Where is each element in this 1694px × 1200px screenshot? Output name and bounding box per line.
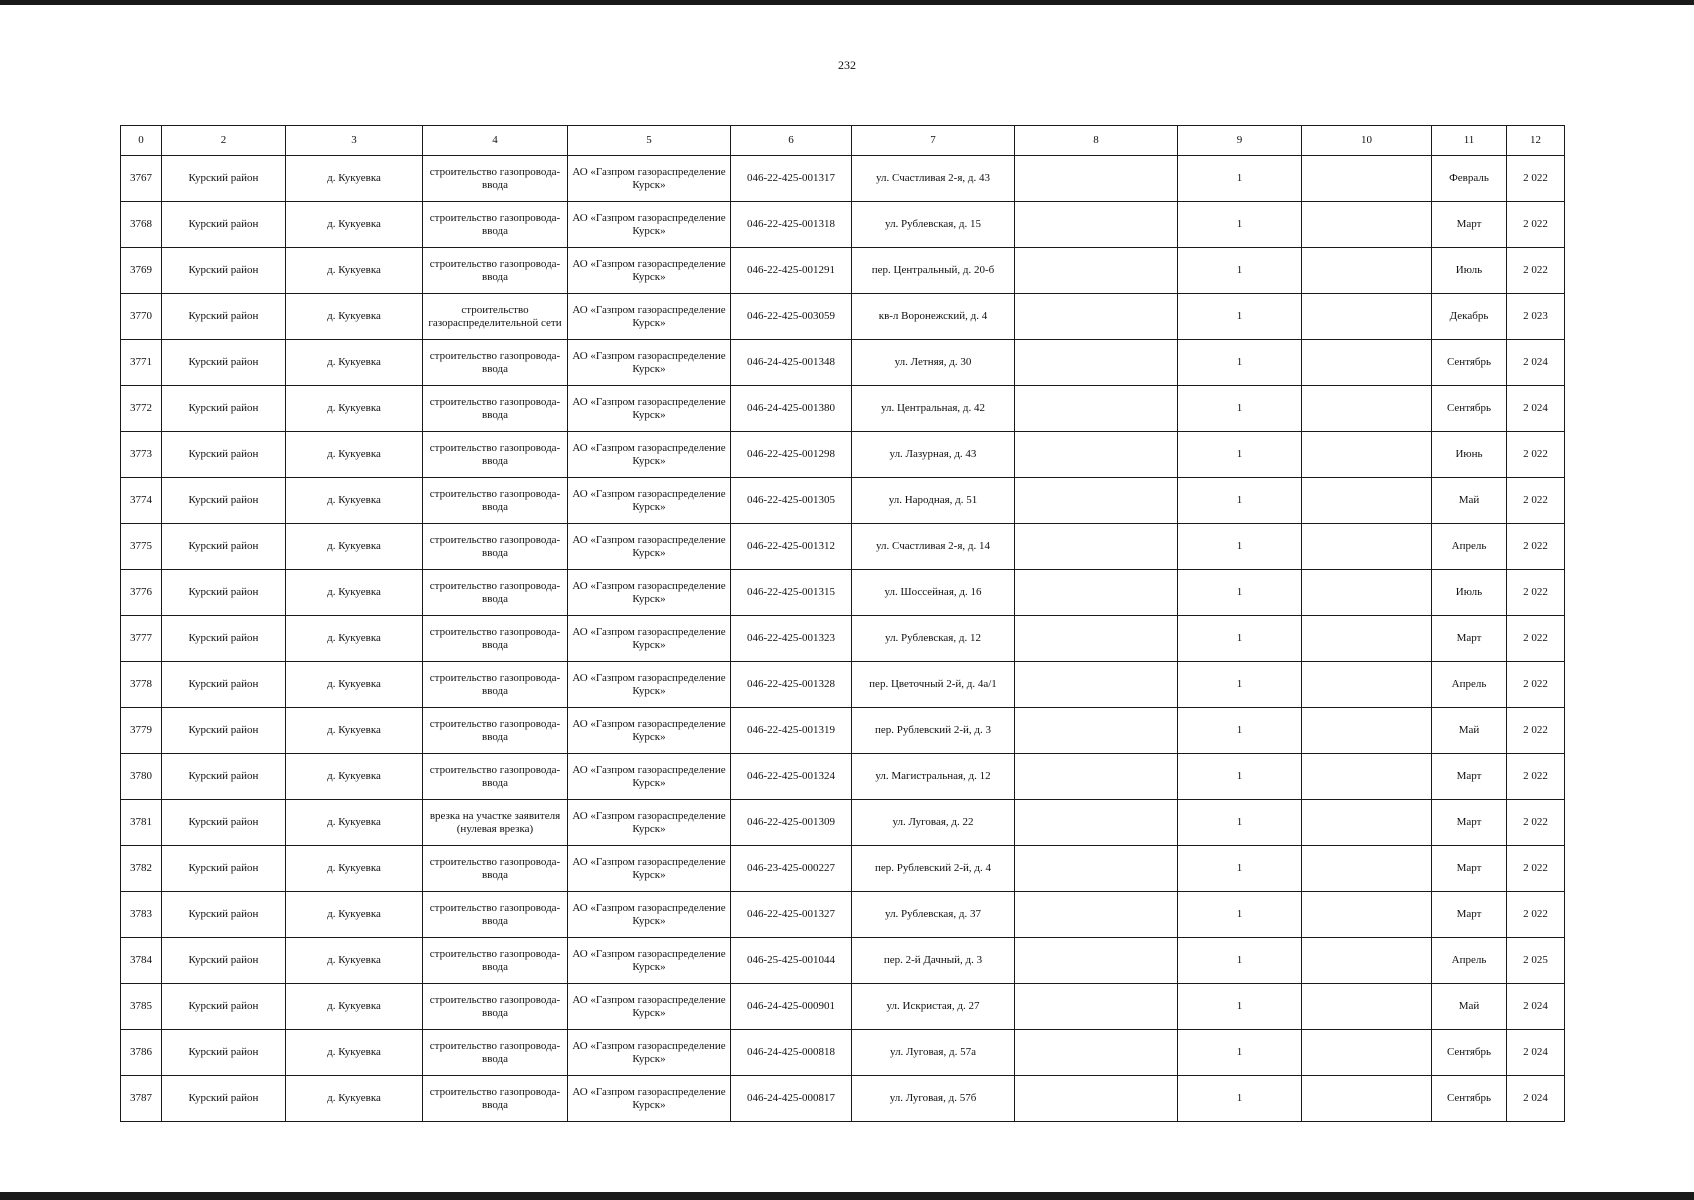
cell-col-10 bbox=[1302, 984, 1432, 1030]
cell-application-number: 046-22-425-001317 bbox=[731, 156, 852, 202]
cell-application-number: 046-22-425-001324 bbox=[731, 754, 852, 800]
cell-application-number: 046-22-425-001315 bbox=[731, 570, 852, 616]
cell-settlement: д. Кукуевка bbox=[286, 616, 423, 662]
cell-district: Курский район bbox=[162, 616, 286, 662]
cell-month: Апрель bbox=[1432, 662, 1507, 708]
cell-quantity: 1 bbox=[1178, 984, 1302, 1030]
cell-address: ул. Луговая, д. 22 bbox=[852, 800, 1015, 846]
cell-year: 2 022 bbox=[1507, 708, 1565, 754]
cell-organization: АО «Газпром газораспределение Курск» bbox=[568, 708, 731, 754]
cell-quantity: 1 bbox=[1178, 1030, 1302, 1076]
table-row bbox=[121, 892, 1565, 938]
cell-row-number: 3768 bbox=[121, 202, 162, 248]
cell-district: Курский район bbox=[162, 432, 286, 478]
cell-work-type: строительство газопровода-ввода bbox=[423, 662, 568, 708]
cell-address: ул. Шоссейная, д. 16 bbox=[852, 570, 1015, 616]
cell-organization: АО «Газпром газораспределение Курск» bbox=[568, 1076, 731, 1122]
cell-district: Курский район bbox=[162, 662, 286, 708]
table-row bbox=[121, 202, 1565, 248]
cell-address: пер. Цветочный 2-й, д. 4а/1 bbox=[852, 662, 1015, 708]
cell-organization: АО «Газпром газораспределение Курск» bbox=[568, 938, 731, 984]
cell-col-8 bbox=[1015, 1076, 1178, 1122]
cell-work-type: строительство газопровода-ввода bbox=[423, 432, 568, 478]
cell-col-10 bbox=[1302, 432, 1432, 478]
cell-col-8 bbox=[1015, 984, 1178, 1030]
cell-district: Курский район bbox=[162, 340, 286, 386]
cell-work-type: врезка на участке заявителя (нулевая врезка) bbox=[423, 800, 568, 846]
cell-application-number: 046-22-425-001323 bbox=[731, 616, 852, 662]
cell-district: Курский район bbox=[162, 524, 286, 570]
cell-col-8 bbox=[1015, 800, 1178, 846]
cell-application-number: 046-22-425-001319 bbox=[731, 708, 852, 754]
cell-district: Курский район bbox=[162, 938, 286, 984]
cell-settlement: д. Кукуевка bbox=[286, 248, 423, 294]
cell-work-type: строительство газопровода-ввода bbox=[423, 1030, 568, 1076]
cell-address: кв-л Воронежский, д. 4 bbox=[852, 294, 1015, 340]
cell-address: ул. Луговая, д. 57а bbox=[852, 1030, 1015, 1076]
cell-address: ул. Луговая, д. 57б bbox=[852, 1076, 1015, 1122]
cell-month: Май bbox=[1432, 478, 1507, 524]
table-body bbox=[121, 156, 1565, 1122]
cell-settlement: д. Кукуевка bbox=[286, 754, 423, 800]
cell-month: Сентябрь bbox=[1432, 1030, 1507, 1076]
cell-year: 2 022 bbox=[1507, 800, 1565, 846]
scan-edge-top bbox=[0, 0, 1694, 5]
cell-settlement: д. Кукуевка bbox=[286, 386, 423, 432]
cell-col-8 bbox=[1015, 938, 1178, 984]
column-header-address: 7 bbox=[852, 126, 1015, 156]
column-header-district: 2 bbox=[162, 126, 286, 156]
cell-application-number: 046-24-425-000901 bbox=[731, 984, 852, 1030]
column-header-col-8: 8 bbox=[1015, 126, 1178, 156]
cell-month: Май bbox=[1432, 708, 1507, 754]
cell-address: ул. Искристая, д. 27 bbox=[852, 984, 1015, 1030]
cell-work-type: строительство газопровода-ввода bbox=[423, 892, 568, 938]
cell-quantity: 1 bbox=[1178, 340, 1302, 386]
cell-settlement: д. Кукуевка bbox=[286, 202, 423, 248]
cell-col-10 bbox=[1302, 524, 1432, 570]
cell-col-10 bbox=[1302, 248, 1432, 294]
cell-work-type: строительство газопровода-ввода bbox=[423, 340, 568, 386]
cell-address: пер. Центральный, д. 20-б bbox=[852, 248, 1015, 294]
cell-quantity: 1 bbox=[1178, 202, 1302, 248]
cell-district: Курский район bbox=[162, 294, 286, 340]
cell-quantity: 1 bbox=[1178, 294, 1302, 340]
cell-month: Сентябрь bbox=[1432, 386, 1507, 432]
cell-district: Курский район bbox=[162, 708, 286, 754]
cell-work-type: строительство газопровода-ввода bbox=[423, 248, 568, 294]
cell-row-number: 3782 bbox=[121, 846, 162, 892]
cell-work-type: строительство газопровода-ввода bbox=[423, 938, 568, 984]
cell-col-8 bbox=[1015, 156, 1178, 202]
cell-year: 2 022 bbox=[1507, 662, 1565, 708]
cell-organization: АО «Газпром газораспределение Курск» bbox=[568, 156, 731, 202]
cell-row-number: 3767 bbox=[121, 156, 162, 202]
cell-organization: АО «Газпром газораспределение Курск» bbox=[568, 248, 731, 294]
cell-quantity: 1 bbox=[1178, 570, 1302, 616]
cell-col-10 bbox=[1302, 156, 1432, 202]
cell-year: 2 024 bbox=[1507, 1030, 1565, 1076]
cell-col-10 bbox=[1302, 800, 1432, 846]
cell-application-number: 046-22-425-001291 bbox=[731, 248, 852, 294]
column-header-quantity: 9 bbox=[1178, 126, 1302, 156]
cell-row-number: 3777 bbox=[121, 616, 162, 662]
cell-quantity: 1 bbox=[1178, 892, 1302, 938]
cell-address: пер. Рублевский 2-й, д. 3 bbox=[852, 708, 1015, 754]
cell-year: 2 022 bbox=[1507, 202, 1565, 248]
cell-year: 2 024 bbox=[1507, 1076, 1565, 1122]
cell-settlement: д. Кукуевка bbox=[286, 432, 423, 478]
cell-quantity: 1 bbox=[1178, 662, 1302, 708]
cell-work-type: строительство газопровода-ввода bbox=[423, 478, 568, 524]
cell-application-number: 046-22-425-001312 bbox=[731, 524, 852, 570]
cell-settlement: д. Кукуевка bbox=[286, 984, 423, 1030]
cell-row-number: 3772 bbox=[121, 386, 162, 432]
table-container bbox=[120, 125, 1564, 1122]
cell-col-8 bbox=[1015, 1030, 1178, 1076]
cell-application-number: 046-25-425-001044 bbox=[731, 938, 852, 984]
cell-quantity: 1 bbox=[1178, 1076, 1302, 1122]
cell-organization: АО «Газпром газораспределение Курск» bbox=[568, 386, 731, 432]
cell-year: 2 022 bbox=[1507, 432, 1565, 478]
cell-col-8 bbox=[1015, 340, 1178, 386]
cell-row-number: 3780 bbox=[121, 754, 162, 800]
cell-application-number: 046-22-425-001305 bbox=[731, 478, 852, 524]
cell-settlement: д. Кукуевка bbox=[286, 1030, 423, 1076]
cell-settlement: д. Кукуевка bbox=[286, 524, 423, 570]
table-row bbox=[121, 1076, 1565, 1122]
cell-row-number: 3769 bbox=[121, 248, 162, 294]
cell-col-8 bbox=[1015, 248, 1178, 294]
cell-application-number: 046-24-425-000818 bbox=[731, 1030, 852, 1076]
cell-row-number: 3786 bbox=[121, 1030, 162, 1076]
cell-col-10 bbox=[1302, 708, 1432, 754]
cell-application-number: 046-24-425-001348 bbox=[731, 340, 852, 386]
cell-work-type: строительство газопровода-ввода bbox=[423, 984, 568, 1030]
table-row bbox=[121, 708, 1565, 754]
table-row bbox=[121, 478, 1565, 524]
cell-organization: АО «Газпром газораспределение Курск» bbox=[568, 478, 731, 524]
cell-district: Курский район bbox=[162, 846, 286, 892]
cell-col-10 bbox=[1302, 846, 1432, 892]
cell-work-type: строительство газораспределительной сети bbox=[423, 294, 568, 340]
cell-settlement: д. Кукуевка bbox=[286, 340, 423, 386]
cell-year: 2 024 bbox=[1507, 386, 1565, 432]
cell-work-type: строительство газопровода-ввода bbox=[423, 754, 568, 800]
table-row bbox=[121, 524, 1565, 570]
cell-col-8 bbox=[1015, 478, 1178, 524]
cell-col-8 bbox=[1015, 202, 1178, 248]
cell-organization: АО «Газпром газораспределение Курск» bbox=[568, 662, 731, 708]
cell-district: Курский район bbox=[162, 1076, 286, 1122]
cell-year: 2 022 bbox=[1507, 754, 1565, 800]
cell-row-number: 3781 bbox=[121, 800, 162, 846]
cell-organization: АО «Газпром газораспределение Курск» bbox=[568, 202, 731, 248]
cell-month: Сентябрь bbox=[1432, 1076, 1507, 1122]
cell-address: ул. Магистральная, д. 12 bbox=[852, 754, 1015, 800]
cell-row-number: 3770 bbox=[121, 294, 162, 340]
cell-col-8 bbox=[1015, 846, 1178, 892]
cell-settlement: д. Кукуевка bbox=[286, 846, 423, 892]
cell-quantity: 1 bbox=[1178, 938, 1302, 984]
cell-col-8 bbox=[1015, 892, 1178, 938]
cell-row-number: 3787 bbox=[121, 1076, 162, 1122]
cell-quantity: 1 bbox=[1178, 386, 1302, 432]
cell-district: Курский район bbox=[162, 1030, 286, 1076]
table-row bbox=[121, 800, 1565, 846]
table-row bbox=[121, 386, 1565, 432]
cell-application-number: 046-22-425-001328 bbox=[731, 662, 852, 708]
cell-year: 2 022 bbox=[1507, 846, 1565, 892]
table-row bbox=[121, 938, 1565, 984]
cell-application-number: 046-22-425-001318 bbox=[731, 202, 852, 248]
cell-address: пер. 2-й Дачный, д. 3 bbox=[852, 938, 1015, 984]
column-header-application-number: 6 bbox=[731, 126, 852, 156]
cell-application-number: 046-22-425-001327 bbox=[731, 892, 852, 938]
cell-quantity: 1 bbox=[1178, 478, 1302, 524]
cell-district: Курский район bbox=[162, 892, 286, 938]
cell-settlement: д. Кукуевка bbox=[286, 156, 423, 202]
cell-month: Март bbox=[1432, 800, 1507, 846]
cell-month: Март bbox=[1432, 616, 1507, 662]
cell-month: Апрель bbox=[1432, 524, 1507, 570]
cell-district: Курский район bbox=[162, 156, 286, 202]
cell-quantity: 1 bbox=[1178, 248, 1302, 294]
cell-application-number: 046-22-425-001309 bbox=[731, 800, 852, 846]
table-row bbox=[121, 294, 1565, 340]
cell-address: ул. Летняя, д. 30 bbox=[852, 340, 1015, 386]
table-row bbox=[121, 984, 1565, 1030]
cell-address: ул. Рублевская, д. 15 bbox=[852, 202, 1015, 248]
cell-district: Курский район bbox=[162, 248, 286, 294]
scan-edge-bottom bbox=[0, 1192, 1694, 1200]
cell-year: 2 024 bbox=[1507, 340, 1565, 386]
cell-settlement: д. Кукуевка bbox=[286, 800, 423, 846]
cell-month: Сентябрь bbox=[1432, 340, 1507, 386]
cell-district: Курский район bbox=[162, 754, 286, 800]
cell-address: ул. Народная, д. 51 bbox=[852, 478, 1015, 524]
data-table bbox=[120, 125, 1565, 1122]
cell-row-number: 3783 bbox=[121, 892, 162, 938]
cell-organization: АО «Газпром газораспределение Курск» bbox=[568, 846, 731, 892]
table-row bbox=[121, 156, 1565, 202]
cell-year: 2 022 bbox=[1507, 616, 1565, 662]
cell-month: Декабрь bbox=[1432, 294, 1507, 340]
cell-work-type: строительство газопровода-ввода bbox=[423, 524, 568, 570]
cell-address: ул. Счастливая 2-я, д. 14 bbox=[852, 524, 1015, 570]
cell-organization: АО «Газпром газораспределение Курск» bbox=[568, 984, 731, 1030]
table-row bbox=[121, 662, 1565, 708]
cell-application-number: 046-24-425-001380 bbox=[731, 386, 852, 432]
cell-col-10 bbox=[1302, 386, 1432, 432]
cell-district: Курский район bbox=[162, 386, 286, 432]
cell-row-number: 3771 bbox=[121, 340, 162, 386]
cell-month: Март bbox=[1432, 754, 1507, 800]
cell-col-10 bbox=[1302, 892, 1432, 938]
cell-month: Апрель bbox=[1432, 938, 1507, 984]
cell-col-10 bbox=[1302, 662, 1432, 708]
cell-col-8 bbox=[1015, 616, 1178, 662]
cell-application-number: 046-23-425-000227 bbox=[731, 846, 852, 892]
cell-district: Курский район bbox=[162, 800, 286, 846]
table-row bbox=[121, 616, 1565, 662]
cell-organization: АО «Газпром газораспределение Курск» bbox=[568, 892, 731, 938]
cell-address: ул. Рублевская, д. 12 bbox=[852, 616, 1015, 662]
cell-row-number: 3773 bbox=[121, 432, 162, 478]
cell-year: 2 022 bbox=[1507, 478, 1565, 524]
cell-col-8 bbox=[1015, 524, 1178, 570]
cell-col-8 bbox=[1015, 294, 1178, 340]
cell-quantity: 1 bbox=[1178, 754, 1302, 800]
cell-district: Курский район bbox=[162, 478, 286, 524]
cell-col-8 bbox=[1015, 386, 1178, 432]
cell-work-type: строительство газопровода-ввода bbox=[423, 386, 568, 432]
table-row bbox=[121, 340, 1565, 386]
cell-col-8 bbox=[1015, 570, 1178, 616]
cell-col-10 bbox=[1302, 754, 1432, 800]
cell-address: ул. Рублевская, д. 37 bbox=[852, 892, 1015, 938]
cell-quantity: 1 bbox=[1178, 708, 1302, 754]
cell-month: Март bbox=[1432, 846, 1507, 892]
cell-col-8 bbox=[1015, 708, 1178, 754]
cell-settlement: д. Кукуевка bbox=[286, 708, 423, 754]
cell-year: 2 025 bbox=[1507, 938, 1565, 984]
cell-month: Июль bbox=[1432, 570, 1507, 616]
table-row bbox=[121, 754, 1565, 800]
cell-col-10 bbox=[1302, 294, 1432, 340]
cell-year: 2 022 bbox=[1507, 156, 1565, 202]
column-header-organization: 5 bbox=[568, 126, 731, 156]
cell-address: ул. Центральная, д. 42 bbox=[852, 386, 1015, 432]
cell-row-number: 3775 bbox=[121, 524, 162, 570]
cell-settlement: д. Кукуевка bbox=[286, 570, 423, 616]
cell-year: 2 023 bbox=[1507, 294, 1565, 340]
column-header-year: 12 bbox=[1507, 126, 1565, 156]
cell-col-10 bbox=[1302, 1076, 1432, 1122]
table-row bbox=[121, 846, 1565, 892]
cell-month: Февраль bbox=[1432, 156, 1507, 202]
cell-col-10 bbox=[1302, 938, 1432, 984]
cell-col-8 bbox=[1015, 432, 1178, 478]
cell-month: Март bbox=[1432, 892, 1507, 938]
cell-col-10 bbox=[1302, 340, 1432, 386]
cell-col-10 bbox=[1302, 616, 1432, 662]
cell-quantity: 1 bbox=[1178, 616, 1302, 662]
cell-work-type: строительство газопровода-ввода bbox=[423, 1076, 568, 1122]
cell-organization: АО «Газпром газораспределение Курск» bbox=[568, 340, 731, 386]
cell-organization: АО «Газпром газораспределение Курск» bbox=[568, 1030, 731, 1076]
cell-work-type: строительство газопровода-ввода bbox=[423, 202, 568, 248]
cell-district: Курский район bbox=[162, 202, 286, 248]
cell-year: 2 022 bbox=[1507, 892, 1565, 938]
cell-col-10 bbox=[1302, 202, 1432, 248]
column-header-work-type: 4 bbox=[423, 126, 568, 156]
cell-quantity: 1 bbox=[1178, 846, 1302, 892]
cell-organization: АО «Газпром газораспределение Курск» bbox=[568, 294, 731, 340]
cell-address: ул. Лазурная, д. 43 bbox=[852, 432, 1015, 478]
column-header-col-10: 10 bbox=[1302, 126, 1432, 156]
cell-settlement: д. Кукуевка bbox=[286, 294, 423, 340]
page-number: 232 bbox=[838, 58, 856, 72]
cell-application-number: 046-22-425-003059 bbox=[731, 294, 852, 340]
cell-row-number: 3774 bbox=[121, 478, 162, 524]
cell-year: 2 022 bbox=[1507, 524, 1565, 570]
cell-row-number: 3778 bbox=[121, 662, 162, 708]
cell-organization: АО «Газпром газораспределение Курск» bbox=[568, 754, 731, 800]
cell-work-type: строительство газопровода-ввода bbox=[423, 846, 568, 892]
cell-col-10 bbox=[1302, 1030, 1432, 1076]
cell-settlement: д. Кукуевка bbox=[286, 892, 423, 938]
table-row bbox=[121, 570, 1565, 616]
cell-col-10 bbox=[1302, 478, 1432, 524]
cell-work-type: строительство газопровода-ввода bbox=[423, 616, 568, 662]
cell-year: 2 022 bbox=[1507, 248, 1565, 294]
cell-year: 2 024 bbox=[1507, 984, 1565, 1030]
column-header-settlement: 3 bbox=[286, 126, 423, 156]
cell-organization: АО «Газпром газораспределение Курск» bbox=[568, 616, 731, 662]
column-header-row-number: 0 bbox=[121, 126, 162, 156]
cell-organization: АО «Газпром газораспределение Курск» bbox=[568, 432, 731, 478]
cell-row-number: 3779 bbox=[121, 708, 162, 754]
cell-row-number: 3784 bbox=[121, 938, 162, 984]
cell-month: Март bbox=[1432, 202, 1507, 248]
cell-quantity: 1 bbox=[1178, 524, 1302, 570]
cell-quantity: 1 bbox=[1178, 156, 1302, 202]
cell-col-8 bbox=[1015, 754, 1178, 800]
cell-col-8 bbox=[1015, 662, 1178, 708]
cell-year: 2 022 bbox=[1507, 570, 1565, 616]
cell-row-number: 3776 bbox=[121, 570, 162, 616]
cell-work-type: строительство газопровода-ввода bbox=[423, 156, 568, 202]
cell-application-number: 046-24-425-000817 bbox=[731, 1076, 852, 1122]
cell-month: Июль bbox=[1432, 248, 1507, 294]
cell-organization: АО «Газпром газораспределение Курск» bbox=[568, 800, 731, 846]
cell-district: Курский район bbox=[162, 570, 286, 616]
table-row bbox=[121, 1030, 1565, 1076]
cell-organization: АО «Газпром газораспределение Курск» bbox=[568, 570, 731, 616]
cell-month: Июнь bbox=[1432, 432, 1507, 478]
cell-settlement: д. Кукуевка bbox=[286, 478, 423, 524]
column-header-month: 11 bbox=[1432, 126, 1507, 156]
cell-quantity: 1 bbox=[1178, 800, 1302, 846]
cell-organization: АО «Газпром газораспределение Курск» bbox=[568, 524, 731, 570]
cell-work-type: строительство газопровода-ввода bbox=[423, 708, 568, 754]
cell-settlement: д. Кукуевка bbox=[286, 938, 423, 984]
cell-col-10 bbox=[1302, 570, 1432, 616]
table-row bbox=[121, 432, 1565, 478]
cell-address: ул. Счастливая 2-я, д. 43 bbox=[852, 156, 1015, 202]
cell-row-number: 3785 bbox=[121, 984, 162, 1030]
cell-application-number: 046-22-425-001298 bbox=[731, 432, 852, 478]
cell-address: пер. Рублевский 2-й, д. 4 bbox=[852, 846, 1015, 892]
cell-settlement: д. Кукуевка bbox=[286, 1076, 423, 1122]
table-row bbox=[121, 248, 1565, 294]
cell-month: Май bbox=[1432, 984, 1507, 1030]
cell-district: Курский район bbox=[162, 984, 286, 1030]
cell-quantity: 1 bbox=[1178, 432, 1302, 478]
cell-settlement: д. Кукуевка bbox=[286, 662, 423, 708]
header-row bbox=[121, 126, 1565, 156]
cell-work-type: строительство газопровода-ввода bbox=[423, 570, 568, 616]
